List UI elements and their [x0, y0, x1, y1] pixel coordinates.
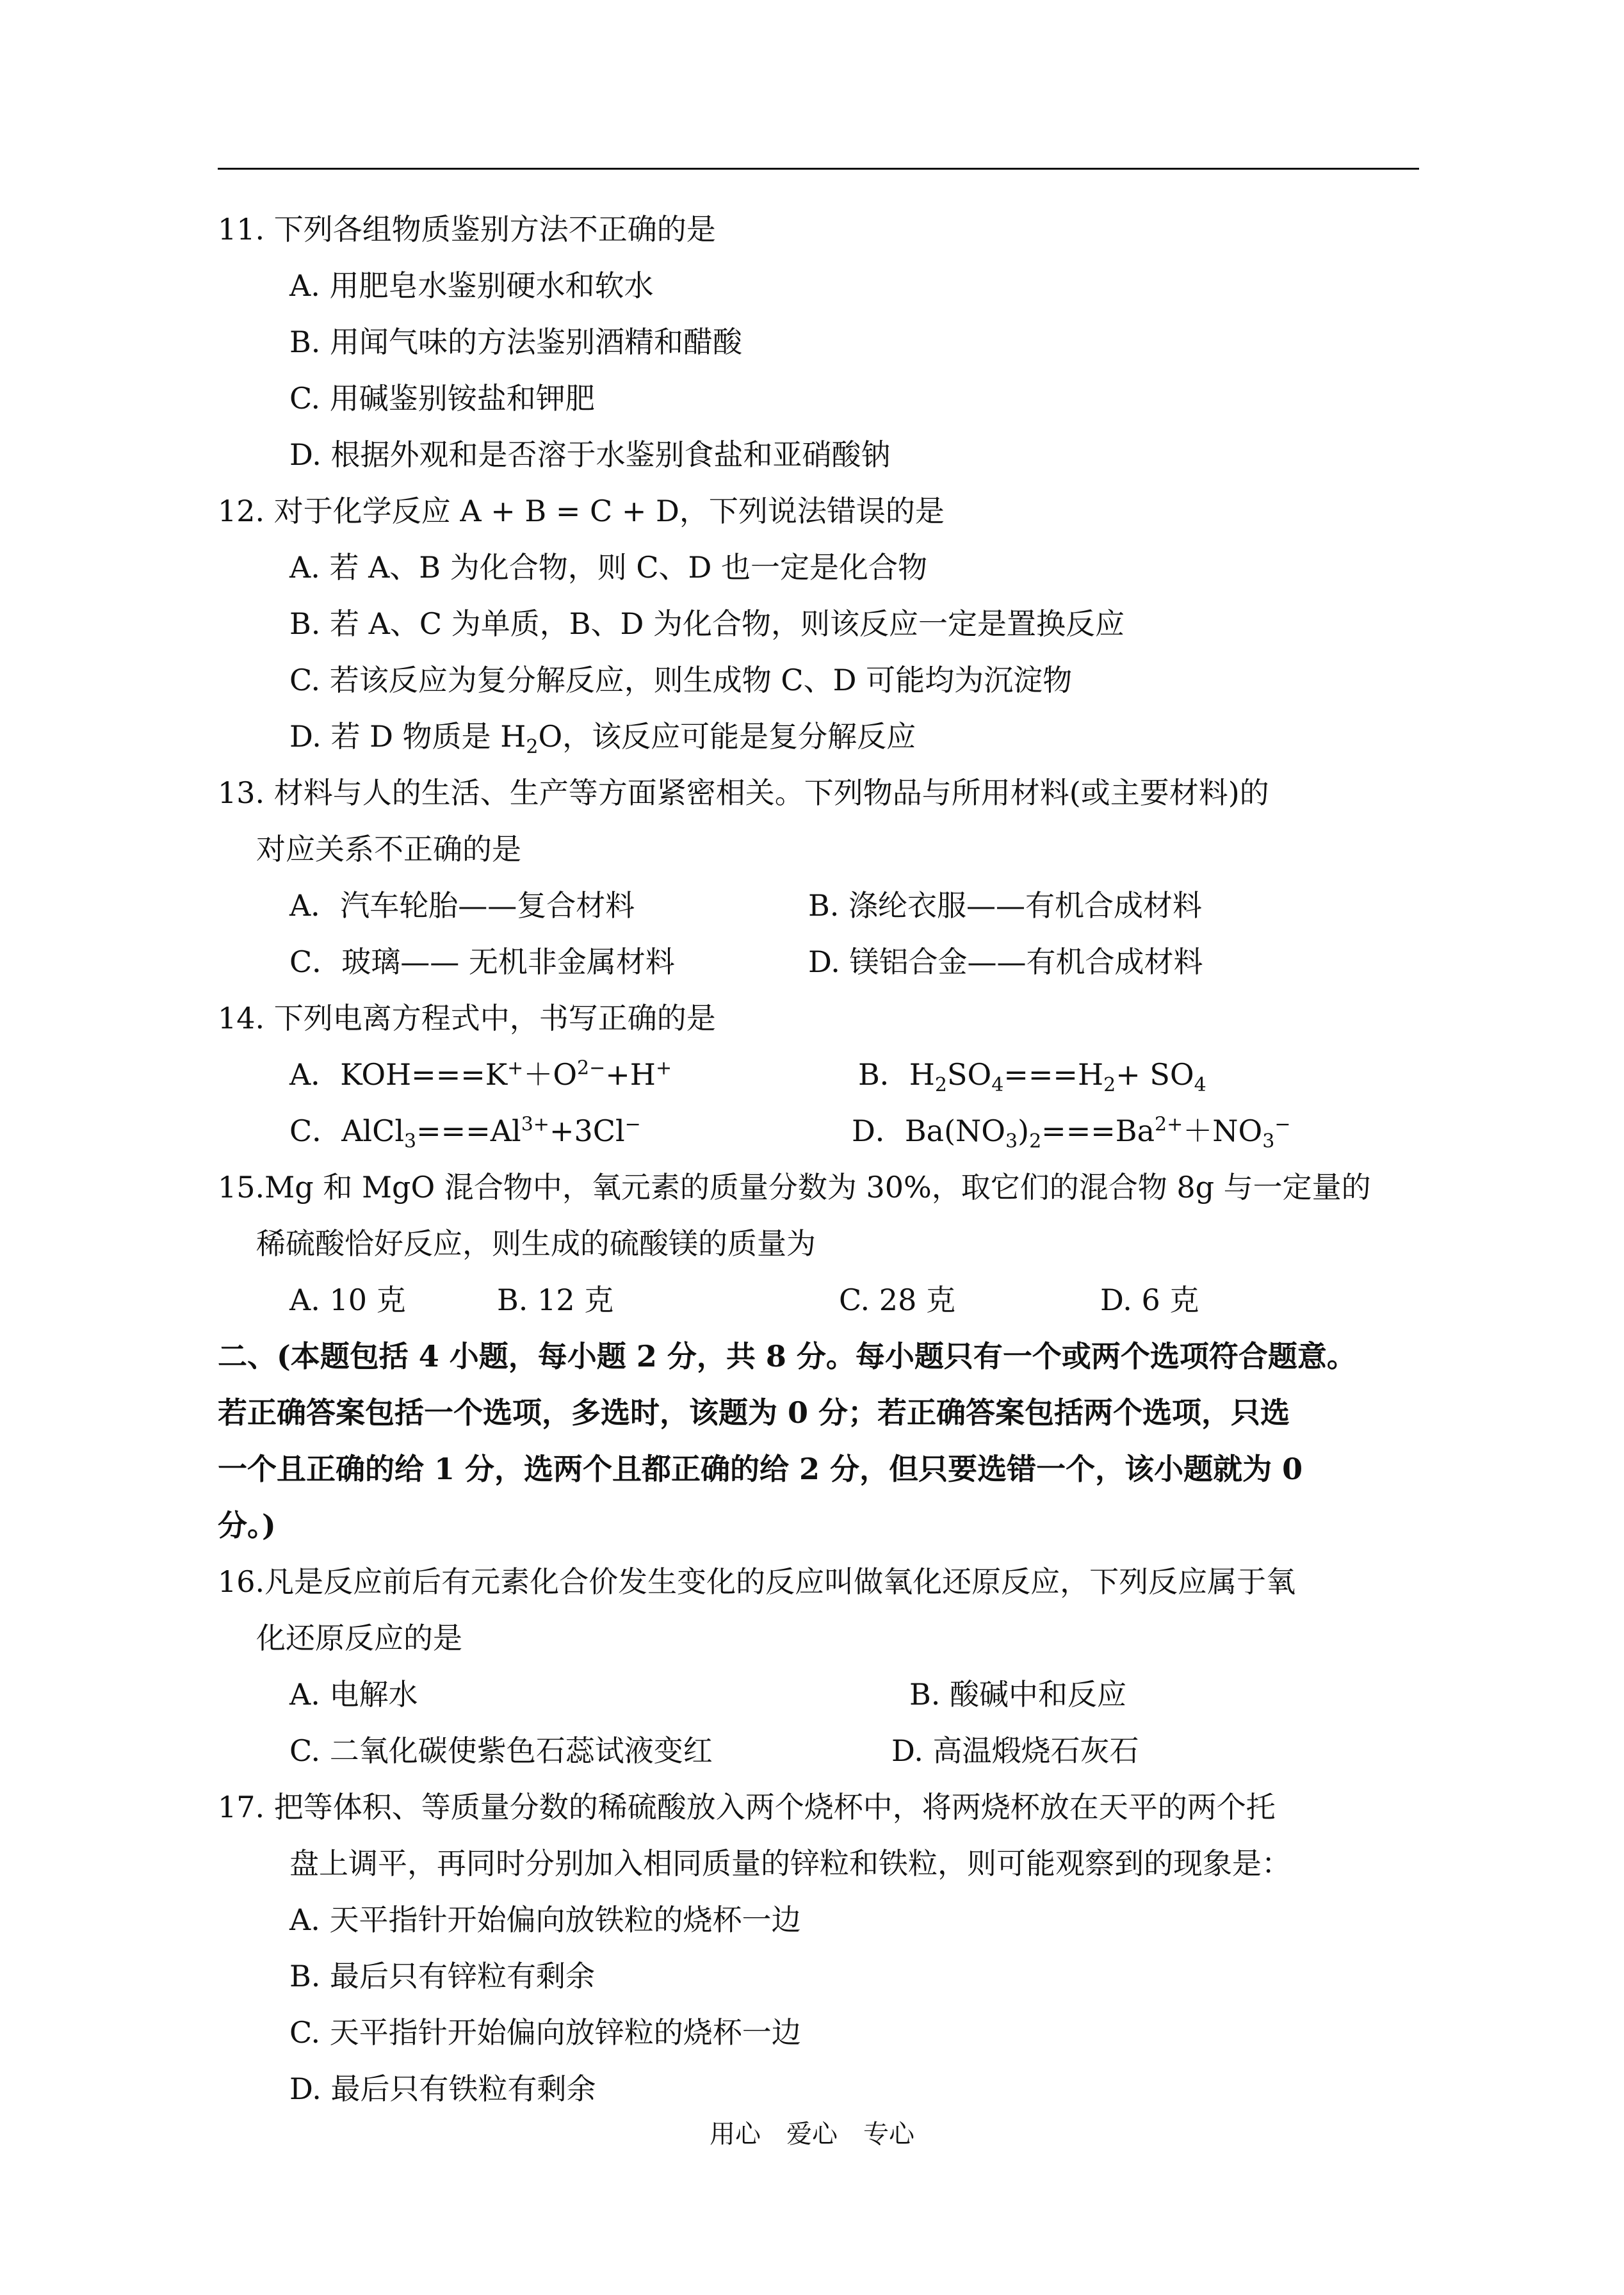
q16-stem-line1: 16.凡是反应前后有元素化合价发生变化的反应叫做氧化还原反应，下列反应属于氧	[218, 1564, 1296, 1599]
header-rule	[218, 168, 1419, 170]
page-footer: 用心 爱心 专心	[710, 2120, 914, 2149]
q15-option-d: D. 6 克	[1100, 1283, 1199, 1317]
q17-option-a: A. 天平指针开始偏向放铁粒的烧杯一边	[289, 1902, 801, 1937]
q14-option-b: B．$H_2SO_4===H_2+ SO_4$	[858, 1057, 1206, 1097]
section2-line1: 二、(本题包括 4 小题，每小题 2 分，共 8 分。每小题只有一个或两个选项符合题意。	[218, 1339, 1356, 1374]
q17-stem-line2: 盘上调平，再同时分别加入相同质量的锌粒和铁粒，则可能观察到的现象是：	[289, 1846, 1291, 1881]
q13-option-a: A．汽车轮胎——复合材料	[289, 888, 635, 923]
q16-option-a: A. 电解水	[289, 1677, 418, 1712]
q13-option-b: B. 涤纶衣服——有机合成材料	[808, 888, 1203, 923]
q11-stem: 11. 下列各组物质鉴别方法不正确的是	[218, 212, 716, 247]
q13-option-d: D. 镁铝合金——有机合成材料	[808, 945, 1203, 979]
q14-option-c: C．$AlCl_3===Al^{3+}+3Cl^-$	[289, 1113, 641, 1153]
q16-stem-line2: 化还原反应的是	[256, 1621, 462, 1655]
q16-option-b: B. 酸碱中和反应	[909, 1677, 1127, 1712]
q12-option-c: C. 若该反应为复分解反应，则生成物 C、D 可能均为沉淀物	[289, 663, 1073, 697]
q12-option-a: A. 若 A、B 为化合物，则 C、D 也一定是化合物	[289, 550, 928, 585]
q15-stem-line2: 稀硫酸恰好反应，则生成的硫酸镁的质量为	[256, 1226, 816, 1261]
q16-option-d: D. 高温煅烧石灰石	[891, 1733, 1139, 1768]
q17-option-b: B. 最后只有锌粒有剩余	[289, 1959, 596, 1993]
q11-option-d: D. 根据外观和是否溶于水鉴别食盐和亚硝酸钠	[289, 437, 891, 472]
q16-option-c: C. 二氧化碳使紫色石蕊试液变红	[289, 1733, 713, 1768]
q13-option-c: C．玻璃—— 无机非金属材料	[289, 945, 675, 979]
q14-option-d: D．$Ba(NO_3)_2===Ba^{2+}+NO_3^-$	[852, 1113, 1291, 1153]
q11-option-b: B. 用闻气味的方法鉴别酒精和醋酸	[289, 325, 743, 359]
q17-option-d: D. 最后只有铁粒有剩余	[289, 2072, 596, 2106]
section2-line2: 若正确答案包括一个选项，多选时，该题为 0 分；若正确答案包括两个选项，只选	[218, 1395, 1290, 1430]
q11-option-c: C. 用碱鉴别铵盐和钾肥	[289, 381, 595, 416]
q15-option-a: A. 10 克	[289, 1283, 406, 1317]
section2-line3: 一个且正确的给 1 分，选两个且都正确的给 2 分，但只要选错一个，该小题就为 0	[218, 1452, 1303, 1486]
q15-option-b: B. 12 克	[497, 1283, 614, 1317]
q13-stem-line2: 对应关系不正确的是	[256, 832, 521, 866]
q17-stem-line1: 17. 把等体积、等质量分数的稀硫酸放入两个烧杯中，将两烧杯放在天平的两个托	[218, 1790, 1276, 1824]
q12-stem: 12. 对于化学反应 A + B = C + D，下列说法错误的是	[218, 494, 945, 528]
q14-option-a: A．$KOH===K^++O^{2-}+H^+$	[289, 1057, 672, 1092]
section2-line4: 分。)	[218, 1508, 276, 1543]
q17-option-c: C. 天平指针开始偏向放锌粒的烧杯一边	[289, 2015, 801, 2050]
q14-stem: 14. 下列电离方程式中，书写正确的是	[218, 1001, 716, 1035]
q12-option-b: B. 若 A、C 为单质，B、D 为化合物，则该反应一定是置换反应	[289, 606, 1125, 641]
q15-option-c: C. 28 克	[839, 1283, 955, 1317]
q11-option-a: A. 用肥皂水鉴别硬水和软水	[289, 268, 654, 303]
q13-stem-line1: 13. 材料与人的生活、生产等方面紧密相关。下列物品与所用材料(或主要材料)的	[218, 775, 1269, 810]
q15-stem-line1: 15.Mg 和 MgO 混合物中，氧元素的质量分数为 30%，取它们的混合物 8g 与一定量的	[218, 1170, 1371, 1204]
q12-option-d: D. 若 D 物质是 $H_2O$，该反应可能是复分解反应	[289, 719, 916, 759]
